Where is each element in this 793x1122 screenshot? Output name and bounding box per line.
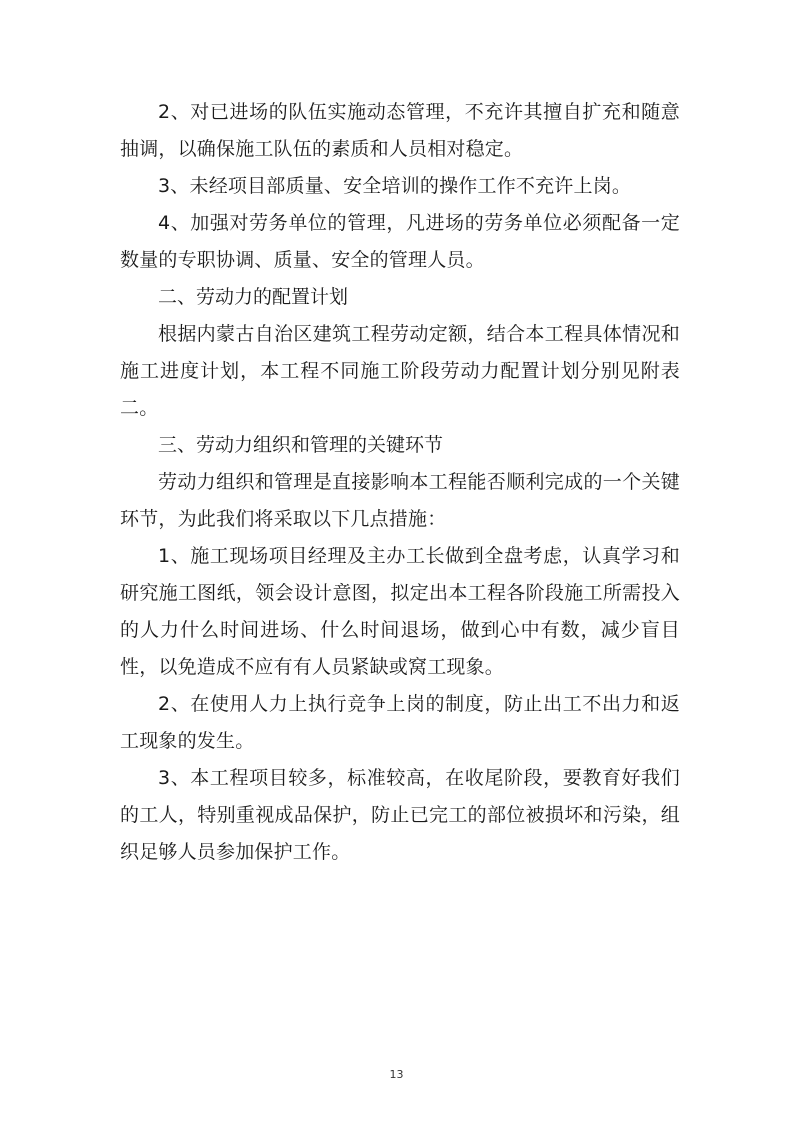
paragraph-dynamic-management: 2、对已进场的队伍实施动态管理，不充许其擅自扩充和随意抽调，以确保施工队伍的素质和人员相对稳定。 [120,101,680,160]
paragraph-training-requirement: 3、未经项目部质量、安全培训的操作工作不充许上岗。 [158,175,632,197]
document-body [120,94,680,871]
paragraph-labor-unit-management: 4、加强对劳务单位的管理，凡进场的劳务单位必须配备一定数量的专职协调、质量、安全的管理人员。 [120,212,680,271]
paragraph-key-links-intro: 劳动力组织和管理是直接影响本工程能否顺利完成的一个关键环节，为此我们将采取以下几点措施： [120,471,680,530]
section-heading-key-links: 三、劳动力组织和管理的关键环节 [158,434,444,456]
section-heading-labor-allocation: 二、劳动力的配置计划 [158,286,349,308]
paragraph-measure-3: 3、本工程项目较多，标准较高，在收尾阶段，要教育好我们的工人，特别重视成品保护，防止已完工的部位被损坏和污染，组织足够人员参加保护工作。 [120,767,680,863]
paragraph-allocation-plan: 根据内蒙古自治区建筑工程劳动定额，结合本工程具体情况和施工进度计划，本工程不同施工阶段劳动力配置计划分别见附表二。 [120,323,680,419]
paragraph-measure-2: 2、在使用人力上执行竞争上岗的制度，防止出工不出力和返工现象的发生。 [120,693,680,752]
page-number: 13 [389,1068,404,1081]
paragraph-measure-1: 1、施工现场项目经理及主办工长做到全盘考虑，认真学习和研究施工图纸，领会设计意图，拟定出本工程各阶段施工所需投入的人力什么时间进场、什么时间退场，做到心中有数，减少盲目性，以免造成不应有有人员紧缺或窝工现象。 [120,545,680,678]
